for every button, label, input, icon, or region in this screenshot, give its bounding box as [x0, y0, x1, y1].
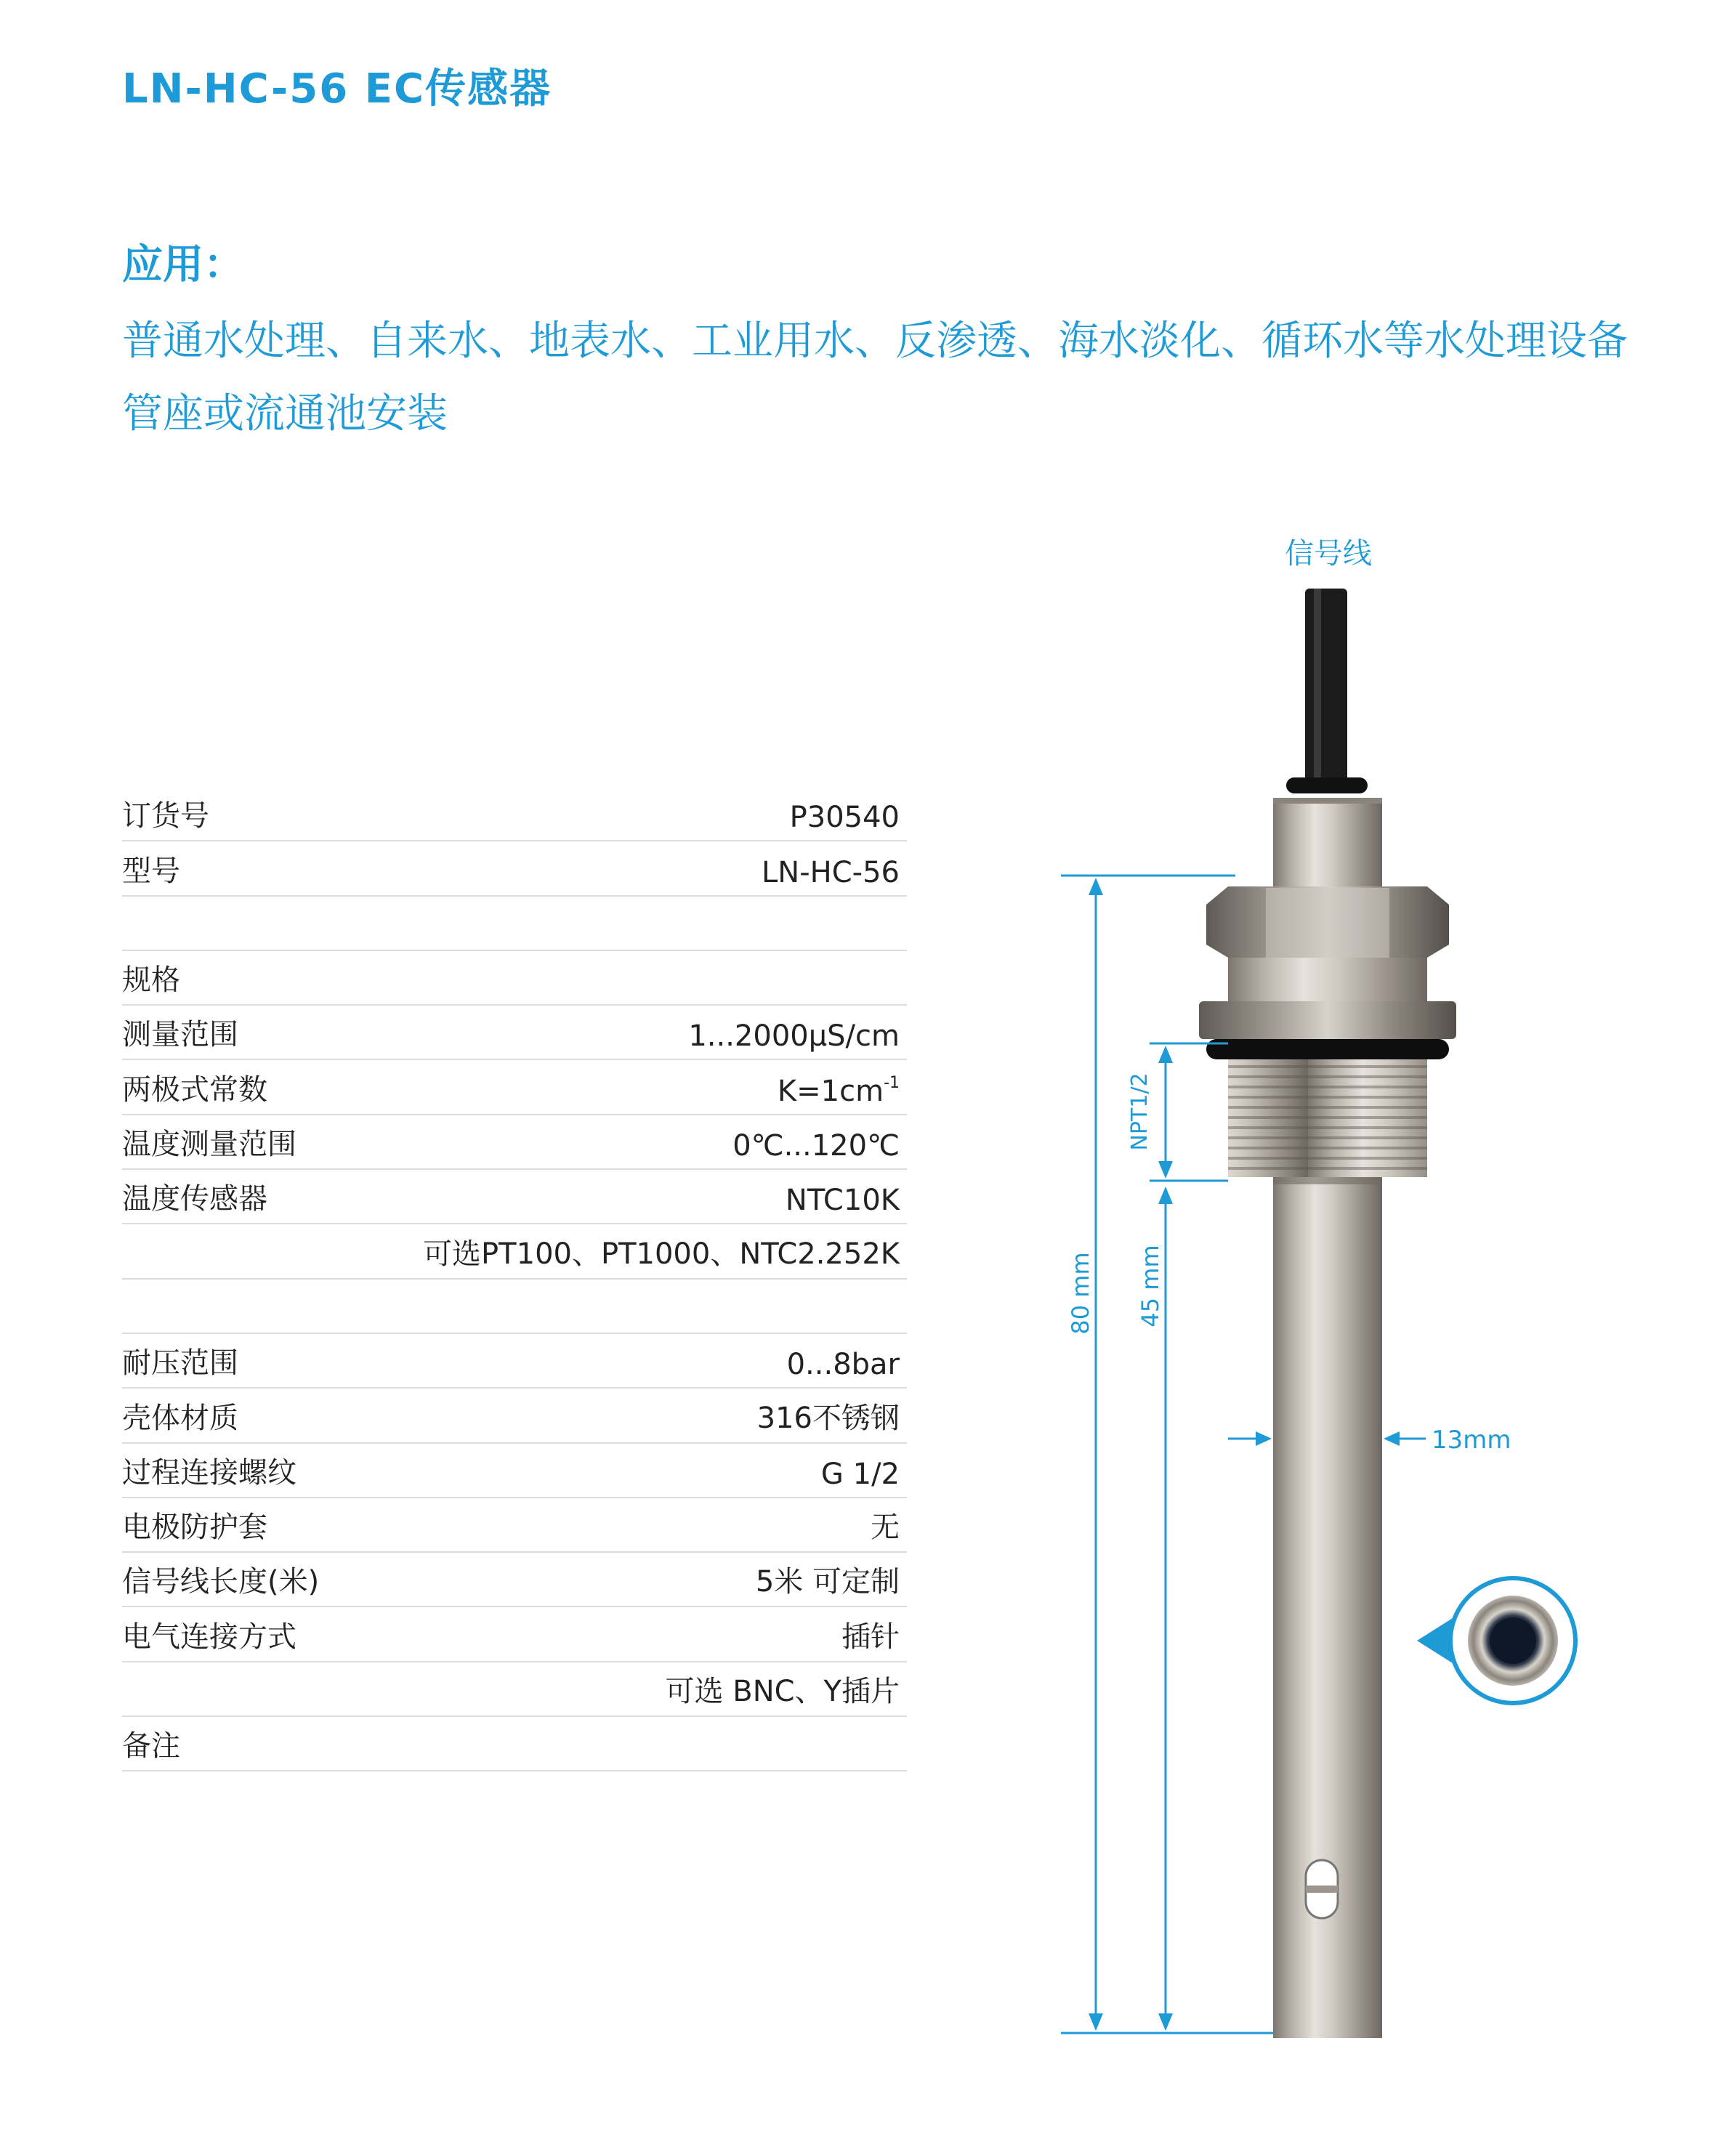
probe-tube [1273, 1177, 1382, 2038]
spec-row-connection [122, 1607, 907, 1662]
spec-label: 型号 [122, 854, 180, 888]
spec-label: 耐压范围 [122, 1346, 238, 1381]
spec-row-connection-options [122, 1662, 907, 1717]
spec-label: 测量范围 [122, 1018, 238, 1052]
spec-value-main: K=1cm [777, 1074, 884, 1108]
sensor-collar [1228, 958, 1427, 1001]
signal-cable [1305, 589, 1347, 785]
spec-label: 两极式常数 [122, 1072, 267, 1107]
cable-oring [1286, 777, 1368, 793]
dim-total-label: 80 mm [1067, 1252, 1094, 1335]
sensor-neck [1273, 798, 1382, 889]
spec-value-superscript: -1 [884, 1073, 900, 1092]
spec-value: P30540 [789, 801, 900, 835]
signal-cable-label: 信号线 [1285, 537, 1372, 570]
spec-row-cell-constant [122, 1060, 907, 1115]
spec-value: 316不锈钢 [756, 1401, 900, 1435]
spec-label: 备注 [122, 1729, 180, 1763]
spec-label: 温度传感器 [122, 1182, 267, 1216]
spec-value: 插针 [841, 1620, 900, 1654]
application-line-1: 普通水处理、自来水、地表水、工业用水、反渗透、海水淡化、循环水等水处理设备 [122, 318, 1628, 365]
spec-row-model [122, 841, 907, 896]
spec-row-blank [122, 1280, 907, 1334]
flange [1199, 1001, 1456, 1039]
spec-value [778, 1074, 900, 1108]
hex-nut [1206, 886, 1449, 958]
spec-label: 温度测量范围 [122, 1128, 296, 1162]
end-view-circle [1450, 1578, 1575, 1703]
spec-row-temp-sensor-options [122, 1224, 907, 1279]
spec-value: 无 [871, 1511, 900, 1545]
spec-row-cable-length [122, 1553, 907, 1607]
spec-value: 0...8bar [786, 1348, 900, 1382]
spec-value: LN-HC-56 [762, 855, 900, 889]
spec-label: 电气连接方式 [122, 1620, 296, 1654]
spec-row-pressure [122, 1334, 907, 1389]
thread-section [1228, 1059, 1427, 1177]
spec-value: 可选PT100、PT1000、NTC2.252K [423, 1237, 900, 1271]
flange-oring [1206, 1039, 1449, 1059]
spec-row-guard [122, 1498, 907, 1553]
spec-row-range [122, 1006, 907, 1060]
application-line-2: 管座或流通池安装 [122, 390, 448, 437]
spec-row-thread [122, 1444, 907, 1498]
spec-value: G 1/2 [820, 1457, 900, 1491]
end-view-pointer [1417, 1613, 1461, 1668]
spec-row-temp-range [122, 1115, 907, 1170]
spec-label: 规格 [122, 963, 180, 998]
dim-diameter-label: 13mm [1432, 1426, 1511, 1455]
spec-label: 电极防护套 [122, 1511, 267, 1545]
spec-table [122, 787, 907, 1771]
spec-row-temp-sensor [122, 1170, 907, 1224]
dimension-lines [1061, 876, 1426, 2033]
dim-probe-label: 45 mm [1137, 1245, 1164, 1327]
application-heading: 应用： [122, 241, 244, 288]
spec-value: NTC10K [785, 1184, 900, 1218]
spec-row-spec-heading [122, 951, 907, 1006]
spec-row-housing [122, 1389, 907, 1443]
spec-row-remarks [122, 1717, 907, 1771]
spec-label: 订货号 [122, 799, 209, 833]
spec-row-blank [122, 897, 907, 951]
probe-slot [1306, 1860, 1338, 1918]
spec-value: 0℃...120℃ [732, 1129, 900, 1163]
spec-label: 过程连接螺纹 [122, 1455, 296, 1490]
spec-value: 1...2000μS/cm [688, 1019, 900, 1054]
spec-row-order-no [122, 787, 907, 841]
product-title: LN-HC-56 EC传感器 [122, 65, 552, 113]
spec-label: 壳体材质 [122, 1401, 238, 1435]
spec-value: 5米 可定制 [755, 1565, 900, 1599]
dim-thread-label: NPT1/2 [1127, 1072, 1152, 1151]
spec-value: 可选 BNC、Y插片 [665, 1675, 900, 1709]
spec-label: 信号线长度(米) [122, 1565, 320, 1599]
